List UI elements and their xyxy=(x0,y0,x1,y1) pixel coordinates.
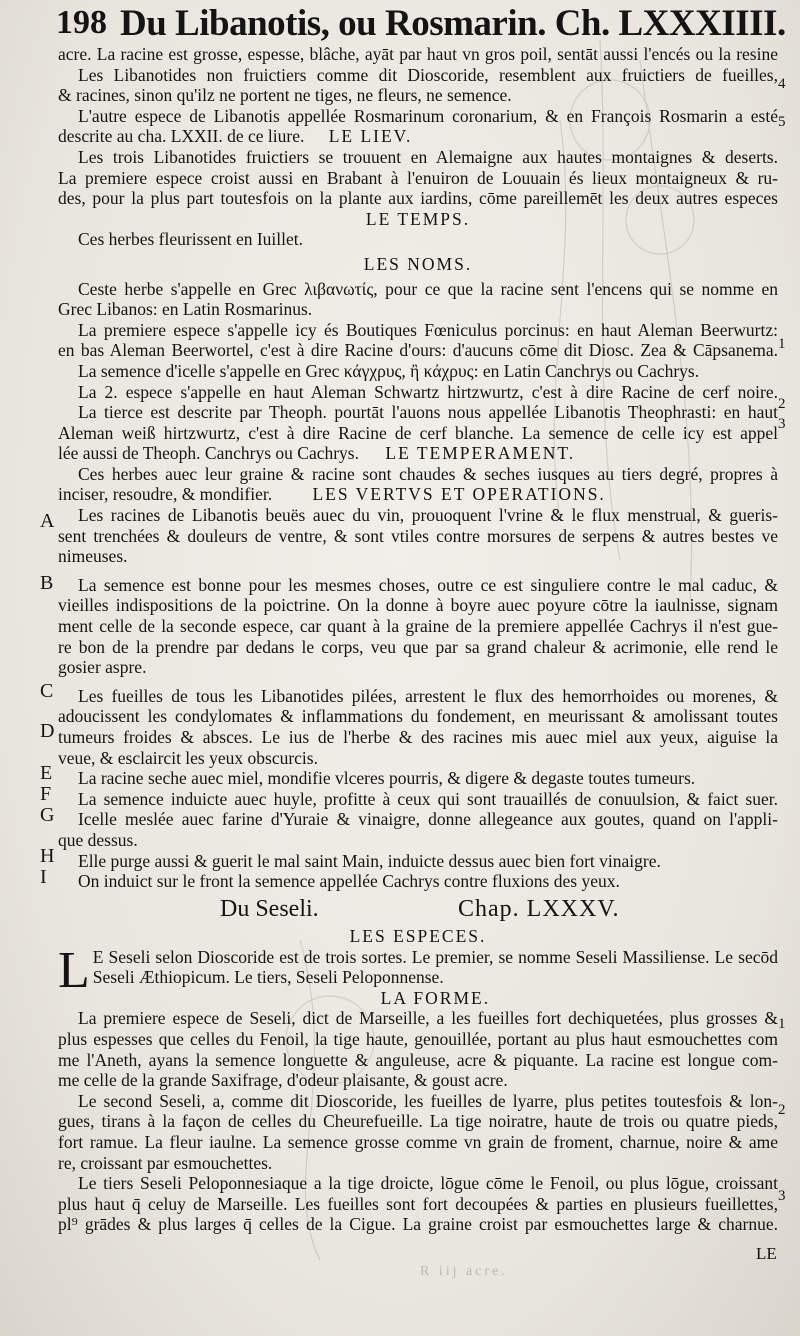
section-heading-temperament: LE TEMPERAMENT. xyxy=(385,443,576,464)
section-heading-especes: LES ESPECES. xyxy=(349,926,487,946)
text-line: La premiere espece croist aussi en Brabant à l'enuiron de Louuain és lieux montaigneux & ru- xyxy=(58,167,778,188)
text-line: sent trenchées & douleurs de ventre, & sont vtiles contre morsures de serpens & autres bestes ve xyxy=(58,525,778,546)
running-title: Du Libanotis, ou Rosmarin. Ch. LXXXIIII. xyxy=(120,3,786,44)
text-line: La tierce est descrite par Theoph. pourtāt l'auons nous appellée Libanotis Theophrasti: en haut xyxy=(78,402,778,423)
text-line: Ces herbes auec leur graine & racine sont chaudes & seches iusques au tiers degré, propres à xyxy=(78,463,778,484)
text-line: Les trois Libanotides fruictiers se trouuent en Alemaigne aux hautes montaignes & deserts. xyxy=(78,146,778,167)
text-line: Les racines de Libanotis beuës auec du vin, prouoquent l'vrine & le flux menstrual, & gueris- xyxy=(78,505,778,526)
margin-note-number: 4 xyxy=(778,76,786,92)
text-line: fort ramue. La fleur iaulne. La semence grosse comme vn grain de froment, charnue, noire & ame xyxy=(58,1131,778,1152)
text-line: me celle de la grande Saxifrage, d'odeur plaisante, & goust acre. xyxy=(58,1070,508,1091)
text-line: descrite au cha. LXXII. de ce liure. xyxy=(58,126,305,147)
text-line: lée aussi de Theoph. Canchrys ou Cachrys. xyxy=(58,443,359,464)
text-line: re bon de la prendre par dedans le corps, veu que par sa grand chaleur & acrimonie, elle rend le xyxy=(58,636,778,657)
text-column-chapter-84 xyxy=(58,44,778,892)
text-line: Les fueilles de tous les Libanotides pilées, arrestent le flux des hemorrhoides ou morenes, & xyxy=(78,685,778,706)
text-line: des, pour la plus part toutesfois on la plante aux iardins, cōme pareillemēt les deux autres especes xyxy=(58,188,778,209)
paragraph-marker-f: F xyxy=(40,783,52,805)
text-line: plus espesses que celles du Fenoil, la tige haute, genouillée, portant au plus haut esmouchettes com xyxy=(58,1028,778,1049)
section-heading-noms: LES NOMS. xyxy=(363,253,473,274)
text-line: Grec Libanos: en Latin Rosmarinus. xyxy=(58,299,313,320)
text-line: Ces herbes fleurissent en Iuillet. xyxy=(78,229,304,250)
margin-note-number: 1 xyxy=(778,1016,786,1032)
text-line: adoucissent les condylomates & inflammations du fondement, en meurissant & amolissant toutes xyxy=(58,706,778,727)
section-heading-vertus: LES VERTVS ET OPERATIONS. xyxy=(312,484,606,505)
margin-note-number: 3 xyxy=(778,1188,786,1204)
paragraph-marker-d: D xyxy=(40,720,55,742)
section-heading-temps: LE TEMPS. xyxy=(365,208,471,229)
bleed-through-signature: R iij acre. xyxy=(420,1264,508,1279)
text-line: Le tiers Seseli Peloponnesiaque a la tige droicte, lōgue cōme le Fenoil, ou plus lōgue, croissant xyxy=(78,1173,778,1194)
text-line: La 2. espece s'appelle en haut Aleman Schwartz hirtzwurtz, c'est à dire Racine de cerf noire. xyxy=(78,381,778,402)
text-line: La semence est bonne pour les mesmes choses, outre ce est singuliere contre le mal caduc, & xyxy=(78,574,778,595)
margin-note-number: 3 xyxy=(778,416,786,432)
page-number: 198 xyxy=(56,4,107,41)
margin-note-number: 2 xyxy=(778,396,786,412)
paragraph-marker-h: H xyxy=(40,845,55,867)
chapter-heading-85 xyxy=(58,896,778,924)
text-line: nimeuses. xyxy=(58,546,128,567)
text-line: vieilles indispositions de la poictrine. On la donne à boyre auec poyure cōtre la iaulnisse, signam xyxy=(58,595,778,616)
running-header xyxy=(56,0,786,44)
text-line: La premiere espece de Seseli, dict de Marseille, a les fueilles fort dechiquetées, plus grosses & xyxy=(78,1008,778,1029)
text-line-with-heading xyxy=(58,484,778,505)
text-line: acre. La racine est grosse, espesse, blâche, ayāt par haut vn gros poil, sentāt aussi l'encés ou la resine xyxy=(58,44,778,64)
text-line: ment celle de la seconde espece, car quant à la graine de la premiere appellée Cachrys il n'est gue- xyxy=(58,616,778,637)
text-line: E Seseli selon Dioscoride est de trois sortes. Le premier, se nomme Seseli Massiliense. Le secōd xyxy=(92,946,778,967)
catchword: LE xyxy=(756,1244,777,1263)
paragraph-marker-b: B xyxy=(40,572,54,594)
text-line: veue, & esclaircit les yeux obscurcis. xyxy=(58,747,318,768)
text-line: La semence d'icelle s'appelle en Grec κάγχρυς, ἢ κάχρυς: en Latin Canchrys ou Cachrys. xyxy=(78,360,700,381)
text-line: re, croissant par esmouchettes. xyxy=(58,1152,273,1173)
chapter-number: Chap. LXXXV. xyxy=(458,896,620,922)
chapter-title: Du Seseli. xyxy=(220,896,319,922)
text-line: pl⁹ grādes & plus larges q̄ celles de la Cigue. La graine croist par esmouchettes large & charnue. xyxy=(58,1214,778,1235)
paragraph-marker-i: I xyxy=(40,866,47,888)
text-line-with-heading xyxy=(58,443,778,464)
text-line: gues, tirans à la façon de celles du Cheurefueille. La tige noiratre, haute de trois ou quatre pieds, xyxy=(58,1111,778,1132)
text-line: inciser, resoudre, & mondifier. xyxy=(58,484,273,505)
paragraph-marker-a: A xyxy=(40,510,55,532)
paragraph-marker-g: G xyxy=(40,804,55,826)
section-heading-forme: LA FORME. xyxy=(380,987,491,1008)
text-line: Elle purge aussi & guerit le mal saint Main, induicte dessus auec bien fort vinaigre. xyxy=(78,850,661,871)
text-line: Le second Seseli, a, comme dit Dioscoride, les fueilles de lyarre, plus petites toutesfois & lon- xyxy=(78,1090,778,1111)
text-line: me l'Aneth, ayans la semence longuette & anguleuse, acre & piquante. La racine est longue com- xyxy=(58,1049,778,1070)
paragraph-marker-e: E xyxy=(40,762,53,784)
text-line: gosier aspre. xyxy=(58,657,147,678)
text-line: que dessus. xyxy=(58,829,138,850)
section-heading-lieu: LE LIEV. xyxy=(328,126,413,147)
text-line: Les Libanotides non fruictiers comme dit Dioscoride, resemblent aux fruictiers de fueilles, xyxy=(78,64,778,85)
margin-note-number: 2 xyxy=(778,1102,786,1118)
paragraph-marker-c: C xyxy=(40,680,54,702)
margin-note-number: 1 xyxy=(778,336,786,352)
text-line: Icelle meslée auec farine d'Yuraie & vinaigre, donne allegeance aux goutes, quand on l'appli- xyxy=(78,809,778,830)
text-line: plus haut q̄ celuy de Marseille. Les fueilles sont fort decoupées & parties en plusieurs fueillettes, xyxy=(58,1193,778,1214)
text-line: La racine seche auec miel, mondifie vlceres pourris, & digere & degaste toutes tumeurs. xyxy=(78,768,696,789)
text-line: tumeurs froides & absces. Le ius de l'herbe & des racines mis auec miel aux yeux, aiguise la xyxy=(58,727,778,747)
text-line-with-heading xyxy=(58,126,778,147)
text-column-chapter-85 xyxy=(58,926,778,1235)
text-line: Aleman weiß hirtzwurtz, c'est à dire Racine de cerf blanche. La semence de celle icy est appel xyxy=(58,422,778,443)
text-line: La semence induicte auec huyle, profitte à ceux qui sont trauaillés de conuulsion, & faict suer. xyxy=(78,788,778,809)
text-line: Ceste herbe s'appelle en Grec λιβανωτίς, pour ce que la racine sent l'encens qui se nomme en xyxy=(78,278,778,299)
text-line: L'autre espece de Libanotis appellée Rosmarinum coronarium, & en François Rosmarin a esté xyxy=(78,105,778,126)
text-line: Seseli Æthiopicum. Le tiers, Seseli Peloponnense. xyxy=(92,967,444,988)
text-line: en bas Aleman Beerwortel, c'est à dire Racine d'ours: d'aucuns cōme dit Diosc. Zea & Cāpsanema. xyxy=(58,340,778,361)
text-line: On induict sur le front la semence appellée Cachrys contre fluxions des yeux. xyxy=(78,871,620,892)
drop-cap: L xyxy=(58,941,90,999)
text-line: & racines, sinon qu'ilz ne portent ne tiges, ne fleurs, ne semence. xyxy=(58,85,512,106)
text-line: La premiere espece s'appelle icy és Boutiques Fœniculus porcinus: en haut Aleman Beerwurtz: xyxy=(78,319,778,340)
margin-note-number: 5 xyxy=(778,114,786,130)
